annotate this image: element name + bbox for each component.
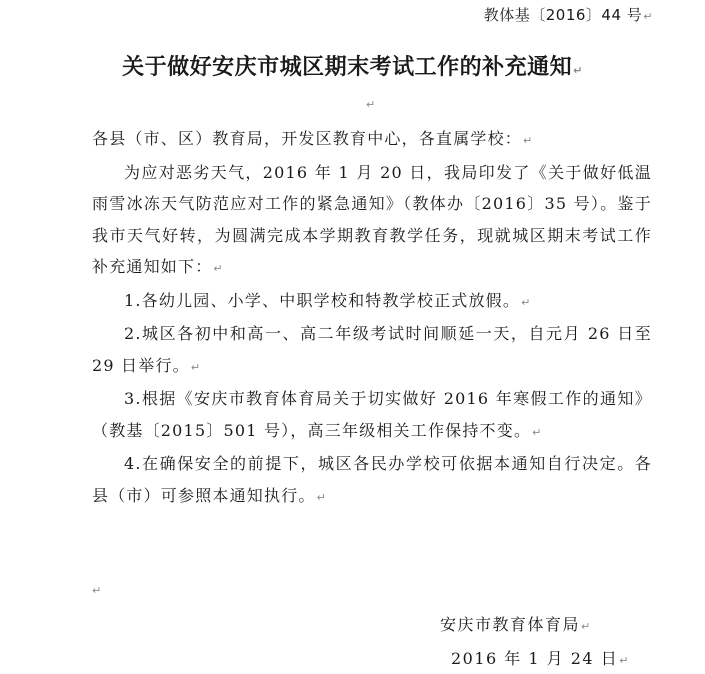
document-title: 关于做好安庆市城区期末考试工作的补充通知↵ [122, 55, 583, 80]
paragraph-mark: ↵ [190, 360, 202, 374]
paragraph-mark: ↵ [521, 295, 532, 309]
paragraph-mark: ↵ [581, 620, 592, 633]
document-number: 教体基〔2016〕44 号↵ [483, 6, 653, 24]
paragraph-mark: ↵ [523, 134, 534, 147]
paragraph-mark: ↵ [643, 10, 653, 23]
paragraph-intro: 为应对恶劣天气，2016 年 1 月 20 日，我局印发了《关于做好低温雨雪冰冻天气防范应对工作的紧急通知》（教体办〔2016〕35 号）。鉴于我市天气好转，为圆满完成本学期教育教学任务，现就城区期末考试工作补充通知如下：↵ [92, 162, 652, 276]
paragraph-item-3: 3.根据《安庆市教育体育局关于切实做好 2016 年寒假工作的通知》（教基〔2015〕501 号），高三年级相关工作保持不变。↵ [92, 389, 652, 440]
paragraph-mark: ↵ [92, 584, 102, 597]
paragraph-item-1: 1.各幼儿园、小学、中职学校和特教学校正式放假。↵ [124, 290, 532, 310]
paragraph-mark: ↵ [213, 262, 224, 275]
paragraph-mark: ↵ [316, 490, 328, 504]
salutation: 各县（市、区）教育局，开发区教育中心，各直属学校：↵ [92, 129, 534, 148]
paragraph-item-4: 4.在确保安全的前提下，城区各民办学校可依据本通知自行决定。各县（市）可参照本通知执行。↵ [92, 454, 652, 505]
signature-date: 2016 年 1 月 24 日↵ [451, 649, 630, 668]
paragraph-item-2: 2.城区各初中和高一、高二年级考试时间顺延一天，自元月 26 日至 29 日举行。↵ [92, 324, 652, 375]
signature-issuer: 安庆市教育体育局↵ [440, 615, 592, 634]
document-body [92, 123, 652, 513]
paragraph-mark: ↵ [619, 654, 630, 667]
paragraph-mark: ↵ [366, 98, 376, 111]
paragraph-mark: ↵ [532, 425, 543, 439]
paragraph-mark: ↵ [573, 64, 583, 77]
